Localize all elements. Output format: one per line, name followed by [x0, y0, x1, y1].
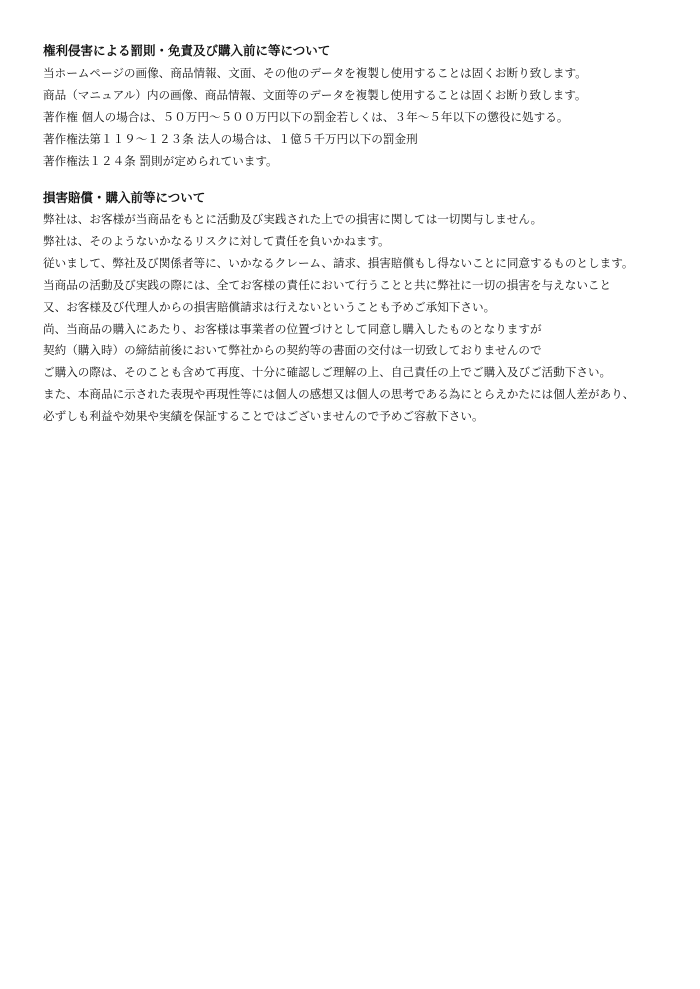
copyright-line-1: 当ホームページの画像、商品情報、文面、その他のデータを複製し使用することは固くお断り致します。	[43, 66, 587, 80]
damages-line-3: 従いまして、弊社及び関係者等に、いかなるクレーム、請求、損害賠償もし得ないことに同意するものとします。	[43, 255, 634, 270]
damages-line-9: また、本商品に示された表現や再現性等には個人の感想又は個人の思考である為にとらえかたには個人差があり、	[43, 387, 635, 402]
damages-section-heading: 損害賠償・購入前等について	[43, 190, 206, 205]
copyright-line-3: 著作権 個人の場合は、５０万円～５００万円以下の罰金若しくは、３年～５年以下の懲役に処する。	[43, 109, 569, 124]
damages-line-10: 必ずしも利益や効果や実績を保証することではございませんので予めご容赦下さい。	[43, 409, 484, 424]
copyright-section-heading: 権利侵害による罰則・免責及び購入前に等について	[43, 43, 331, 58]
damages-disclaimer-section	[43, 189, 673, 428]
damages-line-1: 弊社は、お客様が当商品をもとに活動及び実践された上での損害に関しては一切関与しません。	[43, 212, 543, 226]
copyright-line-4: 著作権法第１１９～１２３条 法人の場合は、１億５千万円以下の罰金刑	[43, 131, 418, 146]
copyright-line-2: 商品（マニュアル）内の画像、商品情報、文面等のデータを複製し使用することは固くお断り致します。	[43, 87, 587, 102]
damages-line-6: 尚、当商品の購入にあたり、お客様は事業者の位置づけとして同意し購入したものとなりますが	[43, 321, 542, 336]
damages-line-4: 当商品の活動及び実践の際には、全てお客様の責任において行うことと共に弊社に一切の損害を与えないこと	[43, 277, 612, 292]
damages-line-7: 契約（購入時）の締結前後において弊社からの契約等の書面の交付は一切致しておりませんので	[43, 343, 542, 358]
copyright-penalty-section	[43, 42, 673, 173]
copyright-line-5: 著作権法１２４条 罰則が定められています。	[43, 153, 278, 168]
damages-line-2: 弊社は、そのようないかなるリスクに対して責任を負いかねます。	[43, 233, 390, 248]
damages-line-8: ご購入の際は、そのことも含めて再度、十分に確認しご理解の上、自己責任の上でご購入及びご活動下さい。	[43, 365, 612, 380]
damages-line-5: 又、お客様及び代理人からの損害賠償請求は行えないということも予めご承知下さい。	[43, 299, 496, 314]
